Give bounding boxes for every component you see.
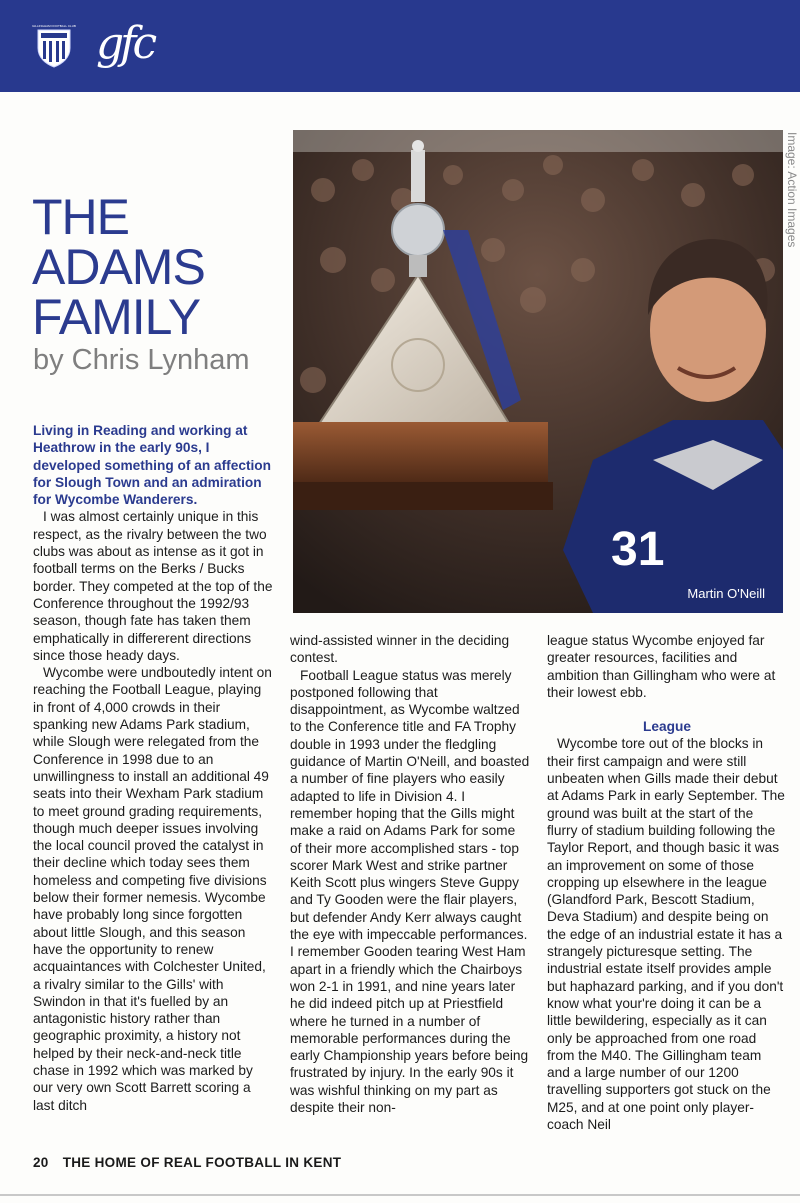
photo-credit: Image: Action Images [785, 132, 799, 248]
page-number: 20 [33, 1155, 49, 1170]
body-paragraph: league status Wycombe enjoyed far greater resources, facilities and ambition than Gillingham who were at their lowest ebb. [547, 633, 776, 700]
article-column-2 [290, 632, 530, 1116]
svg-text:GILLINGHAM FOOTBALL CLUB: GILLINGHAM FOOTBALL CLUB [32, 24, 76, 28]
page-footer [33, 1155, 341, 1170]
intro-paragraph: Living in Reading and working at Heathrow in the early 90s, I developed something of an affection for Slough Town and an admiration for Wycombe Wanderers. [33, 423, 272, 508]
body-paragraph: I was almost certainly unique in this respect, as the rivalry between the two clubs was about as intense as it got in football terms on the Berks / Bucks border. They competed at the top of the Conference throughout the 1992/93 season, though fate has taken them emphatically in differerent directions since those heady days. [33, 509, 273, 663]
section-subhead: League [643, 719, 691, 735]
photo-caption: Martin O'Neill [687, 586, 765, 601]
body-paragraph: Wycombe were undboutedly intent on reaching the Football League, playing in front of 4,000 crowds in their spanking new Adams Park stadium, while Slough were relegated from the Conference in 1998 due to an unwillingness to install an additional 49 seats into their Wexham Park stadium to meet ground grading requirements, though much deeper issues involving the local council proved the catalyst in their decline which today sees them homeless and competing five divisions below their former nemesis. Wycombe have probably long since forgotten about little Slough, and this season have the opportunity to renew acquaintances with Colchester United, a rivalry similar to the Gills' with Swindon in that it's fuelled by an antagonistic history rather than geographic proximity, a history not helped by their neck-and-neck title chase in 1992 which was marked by our very own Scott Barrett scoring a last ditch [33, 665, 272, 1113]
footer-tagline: THE HOME OF REAL FOOTBALL IN KENT [62, 1155, 342, 1170]
gfc-logo: gfc [96, 18, 154, 69]
magazine-header [0, 0, 800, 92]
svg-text:31: 31 [611, 523, 665, 576]
body-paragraph: Football League status was merely postponed following that disappointment, as Wycombe waltzed to the Conference title and FA Trophy double in 1993 under the fledgling guidance of Martin O'Neill, and boasted a number of fine players who easily adapted to life in Division 4. I remember hoping that the Gills might make a raid on Adams Park for some of their more accomplished stars - top scorer Mark West and strike partner Keith Scott plus wingers Steve Guppy and Ty Gooden were the flair players, but defender Andy Kerr always caught the eye with impeccable performances. I remember Gooden tearing West Ham apart in a friendly which the Chairboys won 2-1 in 1991, and nine years later he did indeed pitch up at Priestfield where he turned in a number of memorable performances during the early Championship years before being frustrated by injury. In the early 90s it was wishful thinking on my part as despite their non- [290, 667, 530, 1116]
article-title: THE ADAMS FAMILY [32, 189, 205, 345]
article-column-3 [547, 632, 787, 1133]
byline: by Chris Lynham [33, 344, 250, 376]
bottom-rule [0, 1194, 800, 1196]
article-column-1 [33, 422, 273, 1114]
body-paragraph: wind-assisted winner in the deciding contest. [290, 633, 510, 666]
martin-oneill-photo [293, 130, 783, 613]
body-paragraph: Wycombe tore out of the blocks in their first campaign and were still unbeaten when Gills made their debut at Adams Park in early September. The ground was built at the start of the flurry of stadium building following the Taylor Report, and though basic it was an improvement on some of those cropping up elsewhere in the league (Glandford Park, Bescott Stadium, Deva Stadium) and despite being on the edge of an industrial estate it has a strangely picturesque setting. The industrial estate itself provides ample but haphazard parking, and if you don't know what your're doing it can be a little bewildering, especially as it can only be approached from one road from the M40. The Gillingham team and a large number of our 1200 travelling supporters got stuck on the M25, and at one point only player-coach Neil [547, 736, 785, 1133]
club-crest-icon [32, 22, 76, 68]
